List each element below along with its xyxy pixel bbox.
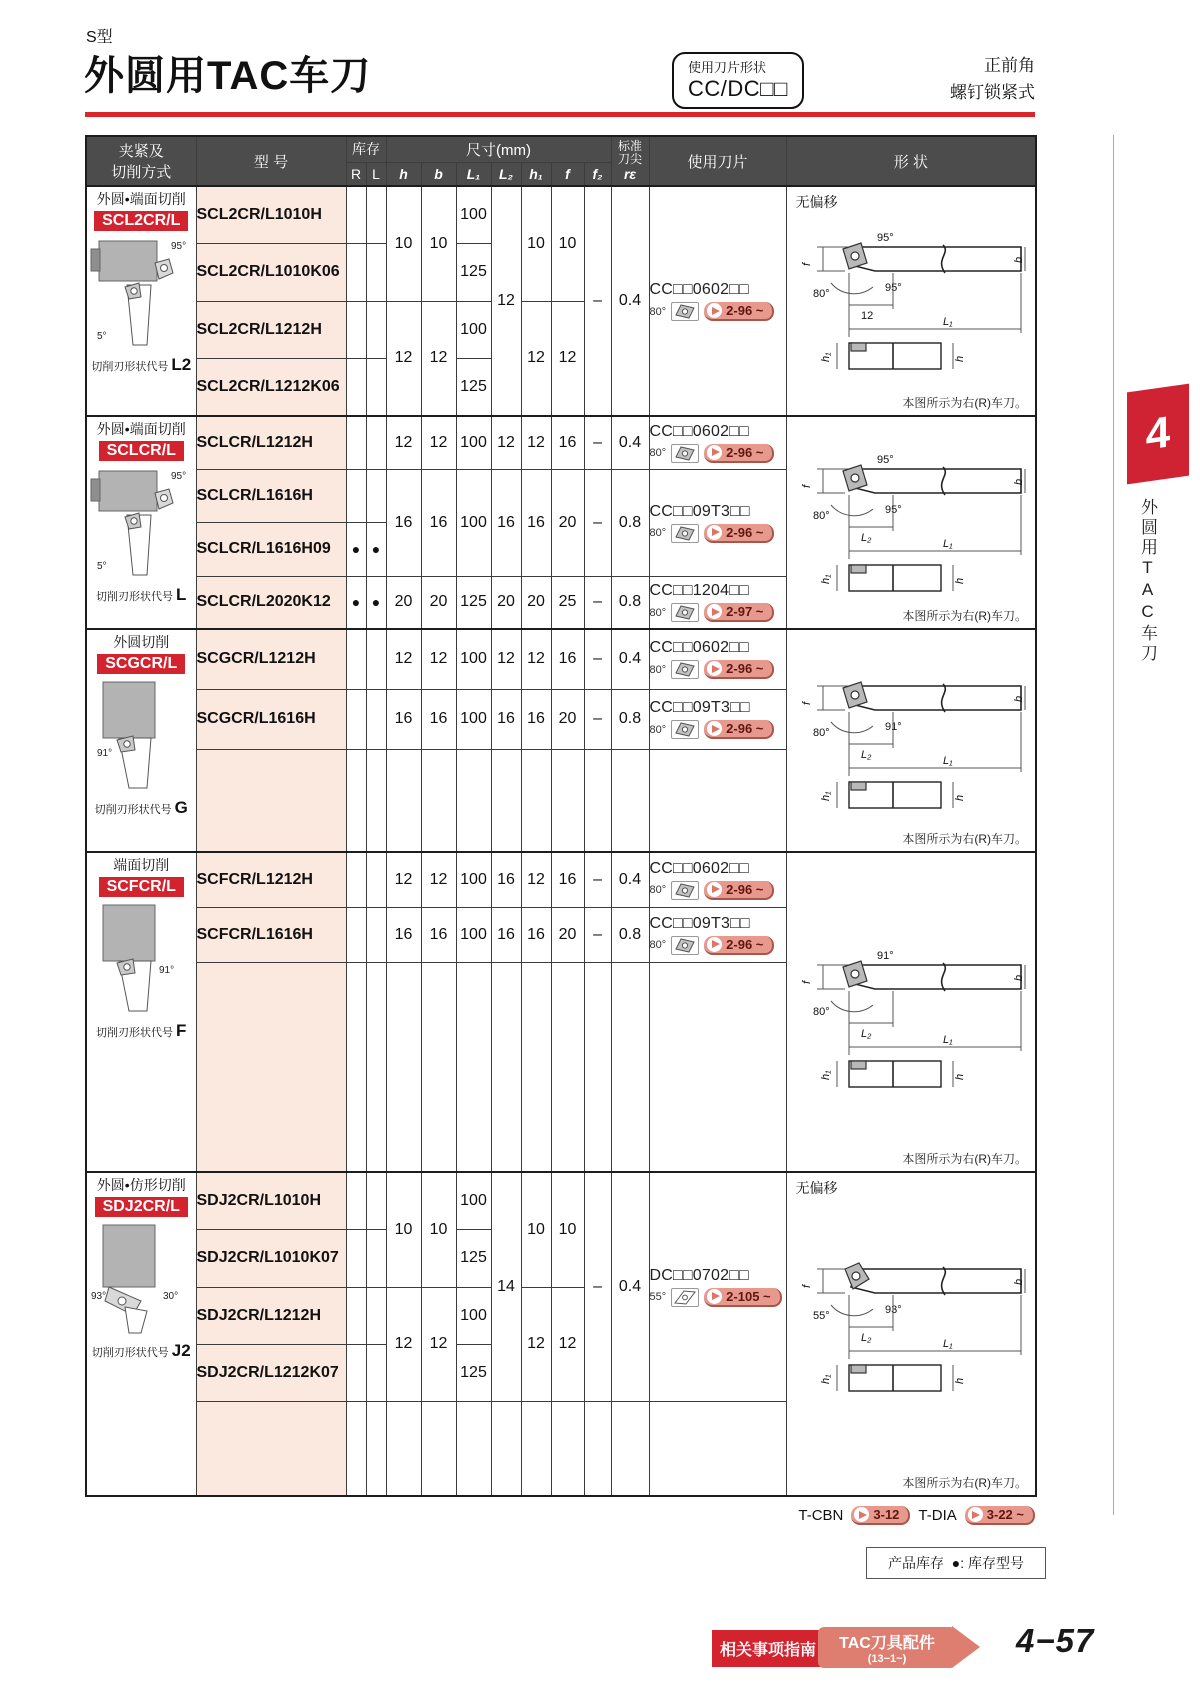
insert-info: CC□□09T3□□ 80° 2-96 ~ xyxy=(649,907,786,962)
svg-text:95°: 95° xyxy=(171,471,187,482)
svg-text:b: b xyxy=(1012,974,1025,981)
edge-code: F xyxy=(176,1021,187,1040)
svg-text:b: b xyxy=(1012,1278,1025,1285)
tool-shape-diagram xyxy=(793,660,1029,810)
model-cell-empty xyxy=(196,1401,346,1496)
svg-text:95°: 95° xyxy=(171,241,187,252)
stock-r-dot: ● xyxy=(346,522,366,576)
svg-text:95°: 95° xyxy=(876,454,894,466)
svg-text:95°: 95° xyxy=(884,504,902,516)
svg-text:b: b xyxy=(1012,478,1025,485)
insert-shape-value: CC/DC□□ xyxy=(688,76,788,101)
svg-text:L₁: L₁ xyxy=(942,316,953,328)
model-cell: SDJ2CR/L1010K07 xyxy=(196,1229,346,1287)
play-arrow-icon xyxy=(707,303,722,318)
insert-info: DC□□0702□□ 55° 2-105 ~ xyxy=(649,1172,786,1401)
series-badge: SCL2CR/L xyxy=(94,211,188,231)
tool-photo xyxy=(89,1219,193,1335)
tool-shape-diagram xyxy=(793,221,1029,371)
shape-cell: 无偏移 f 55° 93° L₂ L₁ b h₁ h 本图所示为右(R)车刀。 xyxy=(786,1172,1036,1496)
group-sclcrl-panel: 外圆•端面切削 SCLCR/L 95° 5° 切削刃形状代号 L xyxy=(86,416,196,629)
svg-text:L₂: L₂ xyxy=(860,749,872,761)
page-ref-badge[interactable]: 2-96 ~ xyxy=(704,881,774,900)
page-title: 外圆用TAC车刀 xyxy=(84,54,372,98)
shape-cell: f 95° 80° 95° L₂ L₁ b h₁ h 本图所示为右(R)车刀。 xyxy=(786,416,1036,629)
svg-text:b: b xyxy=(1012,256,1025,263)
svg-text:h: h xyxy=(953,1073,966,1080)
cc-insert-icon xyxy=(671,936,699,955)
insert-info: CC□□0602□□ 80° 2-96 ~ xyxy=(649,629,786,689)
svg-text:L₂: L₂ xyxy=(860,532,872,544)
edge-code: L xyxy=(176,585,187,604)
header-shape: 形 状 xyxy=(786,136,1036,186)
tool-shape-diagram xyxy=(793,1243,1029,1393)
svg-text:55°: 55° xyxy=(812,1310,830,1322)
play-arrow-icon xyxy=(707,525,722,540)
svg-text:91°: 91° xyxy=(159,965,175,976)
group-sdj2crl-panel: 外圆•仿形切削 SDJ2CR/L 93° 30° 切削刃形状代号 J2 xyxy=(86,1172,196,1496)
page-number: 4−57 xyxy=(1016,1622,1095,1659)
tdia-label: T-DIA xyxy=(918,1507,957,1524)
header-stock-l: L xyxy=(366,162,386,186)
page-ref-badge[interactable]: 2-105 ~ xyxy=(704,1288,781,1307)
header-stock: 库存 xyxy=(346,136,386,162)
dc-insert-icon xyxy=(671,1288,699,1307)
group-scgcrl-panel: 外圆切削 SCGCR/L 91° 切削刃形状代号 G xyxy=(86,629,196,852)
page-ref-badge[interactable]: 2-96 ~ xyxy=(704,720,774,739)
header-divider xyxy=(85,112,1035,117)
svg-text:91°: 91° xyxy=(876,950,894,962)
header-clamp: 夹紧及 切削方式 xyxy=(86,136,196,186)
shape-cell: 无偏移 f 95° 80° 95° 12 L₁ b h₁ h 本图所示为右(R)车刀。 xyxy=(786,186,1036,416)
svg-text:L₁: L₁ xyxy=(942,538,953,550)
insert-info: CC□□09T3□□ 80° 2-96 ~ xyxy=(649,469,786,576)
svg-text:f: f xyxy=(800,262,813,266)
lock-type-label: 螺钉锁紧式 xyxy=(950,83,1035,102)
series-badge: SDJ2CR/L xyxy=(95,1197,188,1217)
reference-line xyxy=(85,1506,1035,1525)
tcbn-label: T-CBN xyxy=(798,1507,844,1524)
svg-text:5°: 5° xyxy=(97,331,107,342)
play-arrow-icon xyxy=(707,1289,722,1304)
svg-text:f: f xyxy=(800,1284,813,1288)
svg-text:h: h xyxy=(953,794,966,801)
tool-photo xyxy=(89,676,193,792)
insert-shape-label: 使用刀片形状 xyxy=(688,60,767,75)
model-cell: SCLCR/L1212H xyxy=(196,416,346,469)
stock-legend: 产品库存 ●: 库存型号 xyxy=(866,1547,1046,1579)
cc-insert-icon xyxy=(671,444,699,463)
svg-text:L₁: L₁ xyxy=(942,1034,953,1046)
play-arrow-icon xyxy=(707,721,722,736)
page-ref-badge[interactable]: 2-96 ~ xyxy=(704,936,774,955)
tool-type-info xyxy=(855,52,1035,106)
chapter-tab-text: 外圆用TAC车刀 xyxy=(1138,498,1157,664)
stock-r-dot: ● xyxy=(346,576,366,629)
header-stock-r: R xyxy=(346,162,366,186)
svg-text:L₁: L₁ xyxy=(942,755,953,767)
cc-insert-icon xyxy=(671,524,699,543)
svg-text:h₁: h₁ xyxy=(819,791,832,801)
cc-insert-icon xyxy=(671,881,699,900)
series-badge: SCLCR/L xyxy=(99,441,184,461)
svg-text:f: f xyxy=(800,701,813,705)
insert-shape-box xyxy=(672,52,804,109)
cc-insert-icon xyxy=(671,302,699,321)
page-ref-badge[interactable]: 2-96 ~ xyxy=(704,444,774,463)
svg-text:95°: 95° xyxy=(876,232,894,244)
stock-l-dot: ● xyxy=(366,576,386,629)
model-cell: SCL2CR/L1010K06 xyxy=(196,243,346,301)
tool-shape-diagram xyxy=(793,443,1029,593)
svg-text:91°: 91° xyxy=(97,748,113,759)
group-scl2crl-panel: 外圆•端面切削 SCL2CR/L 95° 5° 切削刃形状代号 L2 xyxy=(86,186,196,416)
tac-accessory-badge[interactable]: TAC刀具配件 (13−1~) xyxy=(818,1626,980,1668)
play-arrow-icon xyxy=(707,882,722,897)
series-badge: SCGCR/L xyxy=(97,654,185,674)
model-cell: SDJ2CR/L1010H xyxy=(196,1172,346,1229)
cc-insert-icon xyxy=(671,660,699,679)
header-nose-radius: 标准 刀尖 rε xyxy=(611,136,649,186)
page-ref-badge[interactable]: 2-96 ~ xyxy=(704,660,774,679)
model-cell: SCGCR/L1616H xyxy=(196,689,346,749)
svg-text:h: h xyxy=(953,577,966,584)
tool-shape-diagram xyxy=(793,939,1029,1089)
shape-cell: f 91° 80° L₂ L₁ b h₁ h 本图所示为右(R)车刀。 xyxy=(786,852,1036,1172)
insert-info: CC□□0602□□ 80° 2-96 ~ xyxy=(649,186,786,416)
svg-text:h: h xyxy=(953,1377,966,1384)
insert-info: CC□□09T3□□ 80° 2-96 ~ xyxy=(649,689,786,749)
stock-l-dot: ● xyxy=(366,522,386,576)
insert-info: CC□□0602□□ 80° 2-96 ~ xyxy=(649,852,786,907)
header-insert: 使用刀片 xyxy=(649,136,786,186)
header-model: 型 号 xyxy=(196,136,346,186)
model-cell: SCGCR/L1212H xyxy=(196,629,346,689)
model-cell: SCL2CR/L1212K06 xyxy=(196,358,346,416)
model-cell: SDJ2CR/L1212H xyxy=(196,1287,346,1344)
svg-text:b: b xyxy=(1012,695,1025,702)
header-size: 尺寸(mm) xyxy=(386,136,611,162)
svg-text:93°: 93° xyxy=(91,1291,107,1302)
series-label: S型 xyxy=(86,29,113,46)
svg-text:80°: 80° xyxy=(812,510,830,522)
play-arrow-icon xyxy=(707,445,722,460)
page-ref-badge[interactable]: 2-96 ~ xyxy=(704,524,774,543)
tool-photo xyxy=(89,233,193,349)
insert-info: CC□□0602□□ 80° 2-96 ~ xyxy=(649,416,786,469)
page-ref-badge[interactable]: 2-96 ~ xyxy=(704,302,774,321)
chapter-tab: 4 xyxy=(1127,384,1189,485)
cc-insert-icon xyxy=(671,720,699,739)
page-edge-divider xyxy=(1113,135,1114,1515)
svg-text:95°: 95° xyxy=(884,282,902,294)
stock-r-cell xyxy=(346,186,366,243)
group-scfcrl-panel: 端面切削 SCFCR/L 91° 切削刃形状代号 F xyxy=(86,852,196,1172)
model-cell: SCLCR/L1616H xyxy=(196,469,346,522)
series-badge: SCFCR/L xyxy=(99,877,184,897)
model-cell: SCL2CR/L1010H xyxy=(196,186,346,243)
svg-text:h₁: h₁ xyxy=(819,1070,832,1080)
model-cell-empty xyxy=(196,749,346,852)
tool-photo xyxy=(89,899,193,1015)
rake-angle-label: 正前角 xyxy=(984,56,1035,75)
insert-info: CC□□1204□□ 80° 2-97 ~ xyxy=(649,576,786,629)
tdia-page-badge[interactable]: 3-22 ~ xyxy=(965,1506,1035,1525)
edge-code: G xyxy=(174,798,188,817)
svg-text:80°: 80° xyxy=(812,288,830,300)
arrow-icon xyxy=(952,1626,980,1668)
svg-text:f: f xyxy=(800,484,813,488)
svg-text:L₂: L₂ xyxy=(860,1028,872,1040)
model-cell: SCL2CR/L1212H xyxy=(196,301,346,358)
edge-code: L2 xyxy=(171,355,192,374)
svg-text:L₂: L₂ xyxy=(860,1332,872,1344)
model-cell: SCLCR/L2020K12 xyxy=(196,576,346,629)
svg-text:93°: 93° xyxy=(884,1304,902,1316)
svg-text:5°: 5° xyxy=(97,561,107,572)
svg-text:h₁: h₁ xyxy=(819,1374,832,1384)
play-arrow-icon xyxy=(707,661,722,676)
svg-text:30°: 30° xyxy=(163,1291,179,1302)
svg-text:80°: 80° xyxy=(812,727,830,739)
tool-photo xyxy=(89,463,193,579)
play-arrow-icon xyxy=(707,604,722,619)
svg-text:h₁: h₁ xyxy=(819,574,832,584)
model-cell-empty xyxy=(196,962,346,1172)
svg-text:12: 12 xyxy=(860,310,874,322)
play-arrow-icon xyxy=(707,937,722,952)
page-ref-badge[interactable]: 2-97 ~ xyxy=(704,603,774,622)
edge-code: J2 xyxy=(171,1341,191,1360)
product-table: 夹紧及 切削方式 型 号 库存 尺寸(mm) 标准 刀尖 rε 使用刀片 形 状 R L h b L₁ L₂ h₁ f f₂ 外圆•端面切削 SCL2CR/L 95° 5° 切削刃形状代号 L2 SCL2CR/L1010H 10 10 100 12 10 10 – 0.4 CC□□0602□□ 80° 2-96 ~ 无偏移 f 95° 80° 95° 12 L₁ b h₁ h 本图所示为右(R)车刀。 SCL2CR/L1010K06 125 SCL2CR/L1212H 12 12 100 12 12 SCL2CR/L1212K06 125 外圆•端面切削 SCLCR/L 95° 5° 切削刃形状代号 L SCLCR/L1212H 12 12 100 12 12 16 – 0.4 CC□□0602□□ 80° 2-96 ~ f 95° 80° 95° L₂ L₁ b h₁ h 本图所示为右(R)车刀。 SCLCR/L1616H 16 16 100 16 16 20 – 0.8 CC□□09T3□□ 80° 2-96 ~ SCLCR/L1616H09 ● ● SCLCR/L2020K12 ● ● 20 20 125 20 20 25 – 0.8 CC□□1204□□ 80° 2-97 ~ 外圆切削 SCGCR/L 91° 切削刃形状代号 G SCGCR/L1212H 12 12 100 12 12 16 – 0.4 CC□□0602□□ 80° 2-96 ~ f 80° 91° L₂ L₁ b h₁ h 本图所示为右(R)车刀。 SCGCR/L1616H 16 16 100 16 16 20 – 0.8 CC□□09T3□□ 80° 2-96 ~ 端面切削 SCFCR/L 91° 切削刃形状代号 F SCFCR/L1212H 12 12 100 16 12 16 – 0.4 CC□□0602□□ 80° 2-96 ~ f 91° 80° L₂ L₁ b h₁ h 本图所示为右(R)车刀。 SCFCR/L1616H 16 16 100 16 16 20 – 0.8 CC□□09T3□□ 80° 2-96 ~ 外圆•仿形切削 SDJ2CR/L 93° 30° 切削刃形状代号 J2 SDJ2CR/L1010H 10 10 100 14 10 10 – 0.4 DC□□0702□□ 55° 2-105 ~ 无偏移 f 55° 93° L₂ L₁ b h₁ h 本图所示为右(R)车刀。 SDJ2CR/L1010K07 125 SDJ2CR/L1212H 12 12 100 12 12 SDJ2CR/L1212K07 125 xyxy=(85,135,1037,1497)
svg-text:h: h xyxy=(953,355,966,362)
svg-text:91°: 91° xyxy=(884,721,902,733)
svg-text:h₁: h₁ xyxy=(819,352,832,362)
cc-insert-icon xyxy=(671,603,699,622)
play-arrow-icon xyxy=(854,1507,869,1522)
model-cell: SCLCR/L1616H09 xyxy=(196,522,346,576)
related-guide-button[interactable]: 相关事项指南 xyxy=(712,1630,824,1667)
stock-l-cell xyxy=(366,186,386,243)
play-arrow-icon xyxy=(968,1507,983,1522)
model-cell: SCFCR/L1212H xyxy=(196,852,346,907)
svg-text:80°: 80° xyxy=(812,1006,830,1018)
model-cell: SCFCR/L1616H xyxy=(196,907,346,962)
model-cell: SDJ2CR/L1212K07 xyxy=(196,1344,346,1401)
svg-text:L₁: L₁ xyxy=(942,1338,953,1350)
tcbn-page-badge[interactable]: 3-12 xyxy=(851,1506,910,1525)
svg-text:f: f xyxy=(800,980,813,984)
shape-cell: f 80° 91° L₂ L₁ b h₁ h 本图所示为右(R)车刀。 xyxy=(786,629,1036,852)
